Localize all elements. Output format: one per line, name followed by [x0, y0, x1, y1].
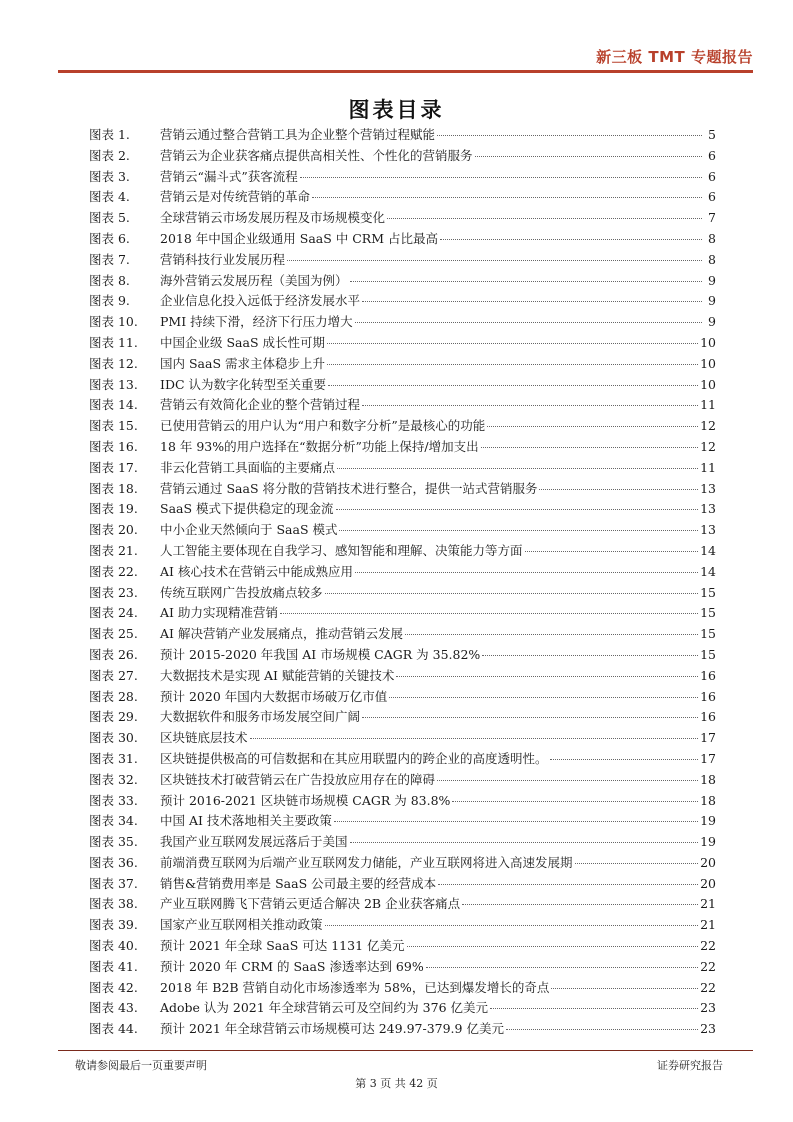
- toc-entry-label: 图表 16.: [89, 438, 138, 454]
- toc-entry-title: AI 解决营销产业发展痛点，推动营销云发展: [160, 626, 403, 642]
- toc-entry[interactable]: [89, 998, 716, 1019]
- toc-entry-page: 19: [700, 813, 716, 829]
- toc-entry-page: 12: [700, 418, 716, 434]
- toc-dot-leader: [551, 988, 698, 989]
- toc-entry-title: 企业信息化投入远低于经济发展水平: [160, 293, 361, 309]
- toc-entry[interactable]: [89, 936, 716, 957]
- toc-entry-label: 图表 39.: [89, 917, 138, 933]
- toc-dot-leader: [287, 260, 702, 261]
- toc-dot-leader: [327, 364, 698, 365]
- toc-entry-label: 图表 19.: [89, 501, 138, 517]
- toc-entry-page: 10: [700, 334, 716, 350]
- toc-dot-leader: [550, 759, 699, 760]
- toc-entry-page: 15: [700, 605, 716, 621]
- toc-entry-title: 区块链底层技术: [160, 730, 248, 746]
- toc-entry-page: 9: [708, 272, 716, 288]
- toc-entry-title: 销售&营销费用率是 SaaS 公司最主要的经营成本: [160, 875, 437, 891]
- toc-entry-title: 营销云通过 SaaS 将分散的营销技术进行整合，提供一站式营销服务: [160, 480, 538, 496]
- toc-entry-page: 14: [700, 563, 716, 579]
- toc-entry-label: 图表 26.: [89, 646, 138, 662]
- toc-entry-page: 20: [700, 854, 716, 870]
- toc-entry-label: 图表 14.: [89, 397, 138, 413]
- toc-entry-title: Adobe 认为 2021 年全球营销云可及空间约为 376 亿美元: [160, 1000, 488, 1016]
- toc-entry-page: 16: [700, 667, 716, 683]
- toc-entry-title: 营销云通过整合营销工具为企业整个营销过程赋能: [160, 127, 436, 142]
- toc-entry-page: 7: [708, 210, 716, 226]
- toc-entry[interactable]: [89, 666, 716, 687]
- toc-entry-page: 16: [700, 688, 716, 704]
- toc-entry-title: PMI 持续下滑，经济下行压力增大: [160, 314, 353, 330]
- toc-dot-leader: [312, 197, 702, 198]
- toc-entry-label: 图表 33.: [89, 792, 138, 808]
- toc-entry-label: 图表 6.: [89, 230, 130, 246]
- toc-entry-label: 图表 43.: [89, 1000, 138, 1016]
- toc-dot-leader: [487, 426, 698, 427]
- toc-entry-title: 产业互联网腾飞下营销云更适合解决 2B 企业获客痛点: [160, 896, 461, 912]
- toc-entry-label: 图表 36.: [89, 854, 138, 870]
- toc-entry-title: IDC 认为数字化转型至关重要: [160, 376, 326, 392]
- toc-entry-title: 营销云有效简化企业的整个营销过程: [160, 397, 361, 413]
- toc-entry-page: 16: [700, 709, 716, 725]
- toc-entry-title: 营销云是对传统营销的革命: [160, 189, 311, 205]
- toc-entry-title: 区块链技术打破营销云在广告投放应用存在的障碍: [160, 771, 436, 787]
- toc-entry-label: 图表 42.: [89, 979, 138, 995]
- toc-entry-page: 6: [708, 168, 716, 184]
- toc-entry-page: 17: [700, 750, 716, 766]
- toc-entry-page: 18: [700, 792, 716, 808]
- toc-entry-label: 图表 30.: [89, 730, 138, 746]
- footer-report-type: 证券研究报告: [657, 1059, 723, 1072]
- toc-entry-page: 10: [700, 376, 716, 392]
- toc-entry-label: 图表 34.: [89, 813, 138, 829]
- toc-entry[interactable]: [89, 749, 716, 770]
- toc-entry-page: 21: [700, 917, 716, 933]
- toc-entry-label: 图表 20.: [89, 522, 138, 538]
- toc-entry-page: 11: [700, 459, 716, 475]
- toc-dot-leader: [300, 177, 702, 178]
- toc-entry-label: 图表 40.: [89, 938, 138, 954]
- toc-entry-page: 17: [700, 730, 716, 746]
- toc-dot-leader: [490, 1008, 698, 1009]
- report-header-title: 新三板 TMT 专题报告: [596, 48, 753, 66]
- toc-entry-label: 图表 1.: [89, 127, 130, 142]
- toc-entry-title: 全球营销云市场发展历程及市场规模变化: [160, 210, 386, 226]
- toc-entry-label: 图表 27.: [89, 667, 138, 683]
- toc-dot-leader: [327, 343, 698, 344]
- toc-entry-title: 国内 SaaS 需求主体稳步上升: [160, 355, 325, 371]
- toc-entry-title: 海外营销云发展历程（美国为例）: [160, 272, 348, 288]
- toc-dot-leader: [575, 863, 699, 864]
- toc-entry[interactable]: [89, 271, 716, 292]
- toc-dot-leader: [325, 593, 699, 594]
- toc-entry-label: 图表 38.: [89, 896, 138, 912]
- toc-entry[interactable]: [89, 208, 716, 229]
- figure-index-list: [89, 125, 716, 1040]
- toc-dot-leader: [355, 572, 698, 573]
- toc-entry-title: 中国 AI 技术落地相关主要政策: [160, 813, 332, 829]
- toc-dot-leader: [437, 780, 698, 781]
- toc-entry[interactable]: [89, 312, 716, 333]
- toc-entry[interactable]: [89, 416, 716, 437]
- toc-dot-leader: [280, 613, 698, 614]
- toc-dot-leader: [334, 821, 698, 822]
- toc-dot-leader: [452, 801, 698, 802]
- toc-entry[interactable]: [89, 811, 716, 832]
- toc-entry[interactable]: [89, 853, 716, 874]
- toc-entry[interactable]: [89, 333, 716, 354]
- toc-entry-page: 8: [708, 251, 716, 267]
- footer-page-number: 第 3 页 共 42 页: [355, 1077, 438, 1090]
- toc-entry-label: 图表 3.: [89, 168, 130, 184]
- toc-dot-leader: [525, 551, 699, 552]
- toc-entry-title: SaaS 模式下提供稳定的现金流: [160, 501, 334, 517]
- toc-dot-leader: [407, 946, 699, 947]
- toc-entry-page: 18: [700, 771, 716, 787]
- toc-entry-label: 图表 15.: [89, 418, 138, 434]
- toc-dot-leader: [336, 509, 699, 510]
- toc-entry-label: 图表 12.: [89, 355, 138, 371]
- footer-disclaimer: 敬请参阅最后一页重要声明: [75, 1059, 207, 1072]
- toc-dot-leader: [325, 925, 699, 926]
- toc-entry-label: 图表 44.: [89, 1021, 138, 1037]
- toc-entry-title: 大数据技术是实现 AI 赋能营销的关键技术: [160, 667, 395, 683]
- toc-entry-page: 15: [700, 646, 716, 662]
- toc-entry[interactable]: [89, 499, 716, 520]
- toc-entry[interactable]: [89, 791, 716, 812]
- toc-entry-label: 图表 29.: [89, 709, 138, 725]
- toc-entry-label: 图表 9.: [89, 293, 130, 309]
- toc-entry-page: 13: [700, 501, 716, 517]
- toc-entry-label: 图表 10.: [89, 314, 138, 330]
- toc-dot-leader: [337, 468, 698, 469]
- toc-dot-leader: [438, 884, 698, 885]
- toc-entry-label: 图表 32.: [89, 771, 138, 787]
- toc-entry[interactable]: [89, 541, 716, 562]
- toc-dot-leader: [362, 717, 698, 718]
- toc-entry[interactable]: [89, 583, 716, 604]
- toc-entry-page: 19: [700, 834, 716, 850]
- toc-entry[interactable]: [89, 894, 716, 915]
- toc-entry-page: 5: [708, 127, 716, 142]
- toc-entry[interactable]: [89, 125, 716, 146]
- toc-entry-label: 图表 28.: [89, 688, 138, 704]
- toc-entry-label: 图表 17.: [89, 459, 138, 475]
- toc-entry-title: 营销云为企业获客痛点提供高相关性、个性化的营销服务: [160, 147, 473, 163]
- toc-entry-label: 图表 7.: [89, 251, 130, 267]
- toc-entry-title: 预计 2015-2020 年我国 AI 市场规模 CAGR 为 35.82%: [160, 646, 481, 662]
- toc-dot-leader: [362, 301, 702, 302]
- toc-entry-page: 9: [708, 293, 716, 309]
- toc-entry-title: 大数据软件和服务市场发展空间广阔: [160, 709, 361, 725]
- toc-entry[interactable]: [89, 687, 716, 708]
- toc-entry-page: 9: [708, 314, 716, 330]
- toc-entry-page: 6: [708, 189, 716, 205]
- toc-dot-leader: [405, 634, 698, 635]
- toc-entry[interactable]: [89, 354, 716, 375]
- toc-entry-title: 已使用营销云的用户认为“用户和数字分析”是最核心的功能: [160, 418, 486, 434]
- toc-entry[interactable]: [89, 395, 716, 416]
- toc-entry-label: 图表 25.: [89, 626, 138, 642]
- toc-entry-title: 传统互联网广告投放痛点较多: [160, 584, 323, 600]
- toc-dot-leader: [362, 405, 698, 406]
- toc-entry-page: 23: [700, 1000, 716, 1016]
- toc-entry-label: 图表 13.: [89, 376, 138, 392]
- toc-entry-title: AI 核心技术在营销云中能成熟应用: [160, 563, 353, 579]
- toc-dot-leader: [355, 322, 702, 323]
- toc-entry[interactable]: [89, 915, 716, 936]
- toc-entry-label: 图表 18.: [89, 480, 138, 496]
- toc-entry-title: 中小企业天然倾向于 SaaS 模式: [160, 522, 338, 538]
- toc-entry-page: 22: [700, 958, 716, 974]
- toc-entry[interactable]: [89, 645, 716, 666]
- toc-entry-title: 营销科技行业发展历程: [160, 251, 286, 267]
- toc-entry-page: 20: [700, 875, 716, 891]
- toc-entry-page: 22: [700, 979, 716, 995]
- toc-entry-page: 14: [700, 542, 716, 558]
- toc-entry-title: 前端消费互联网为后端产业互联网发力储能，产业互联网将进入高速发展期: [160, 854, 573, 870]
- toc-entry[interactable]: [89, 874, 716, 895]
- toc-entry[interactable]: [89, 562, 716, 583]
- toc-entry-title: 18 年 93%的用户选择在“数据分析”功能上保持/增加支出: [160, 438, 479, 454]
- toc-entry-page: 11: [700, 397, 716, 413]
- toc-entry[interactable]: [89, 479, 716, 500]
- toc-entry-page: 21: [700, 896, 716, 912]
- toc-entry-title: AI 助力实现精准营销: [160, 605, 278, 621]
- toc-entry[interactable]: [89, 728, 716, 749]
- toc-entry-title: 人工智能主要体现在自我学习、感知智能和理解、决策能力等方面: [160, 542, 523, 558]
- toc-entry-label: 图表 21.: [89, 542, 138, 558]
- toc-entry-page: 15: [700, 584, 716, 600]
- toc-entry-label: 图表 4.: [89, 189, 130, 205]
- toc-entry-title: 非云化营销工具面临的主要痛点: [160, 459, 336, 475]
- toc-entry-title: 我国产业互联网发展远落后于美国: [160, 834, 348, 850]
- toc-entry-title: 2018 年中国企业级通用 SaaS 中 CRM 占比最高: [160, 230, 438, 246]
- toc-entry-title: 预计 2020 年 CRM 的 SaaS 渗透率达到 69%: [160, 958, 424, 974]
- toc-entry[interactable]: [89, 437, 716, 458]
- toc-entry[interactable]: [89, 375, 716, 396]
- toc-entry-page: 10: [700, 355, 716, 371]
- toc-entry[interactable]: [89, 978, 716, 999]
- toc-entry-label: 图表 5.: [89, 210, 130, 226]
- toc-dot-leader: [506, 1029, 698, 1030]
- toc-entry[interactable]: [89, 832, 716, 853]
- toc-entry[interactable]: [89, 250, 716, 271]
- toc-entry-title: 2018 年 B2B 营销自动化市场渗透率为 58%，已达到爆发增长的奇点: [160, 979, 550, 995]
- toc-entry-title: 预计 2021 年全球营销云市场规模可达 249.97-379.9 亿美元: [160, 1021, 504, 1037]
- toc-entry[interactable]: [89, 770, 716, 791]
- toc-entry[interactable]: [89, 167, 716, 188]
- toc-entry-page: 23: [700, 1021, 716, 1037]
- toc-entry-page: 12: [700, 438, 716, 454]
- toc-dot-leader: [482, 655, 698, 656]
- toc-dot-leader: [389, 697, 698, 698]
- toc-dot-leader: [437, 135, 702, 136]
- toc-entry-label: 图表 24.: [89, 605, 138, 621]
- page-title: 图表目录: [348, 97, 445, 122]
- toc-entry-label: 图表 35.: [89, 834, 138, 850]
- toc-entry[interactable]: [89, 229, 716, 250]
- toc-entry[interactable]: [89, 957, 716, 978]
- toc-entry-label: 图表 23.: [89, 584, 138, 600]
- toc-dot-leader: [426, 967, 698, 968]
- toc-entry-title: 预计 2016-2021 区块链市场规模 CAGR 为 83.8%: [160, 792, 451, 808]
- toc-entry-label: 图表 11.: [89, 334, 138, 350]
- toc-entry[interactable]: [89, 291, 716, 312]
- toc-dot-leader: [462, 904, 698, 905]
- toc-dot-leader: [440, 239, 702, 240]
- toc-dot-leader: [328, 385, 698, 386]
- toc-dot-leader: [396, 676, 698, 677]
- toc-dot-leader: [250, 738, 699, 739]
- toc-entry-title: 预计 2020 年国内大数据市场破万亿市值: [160, 688, 388, 704]
- toc-entry-label: 图表 8.: [89, 272, 130, 288]
- toc-entry-page: 13: [700, 480, 716, 496]
- toc-entry-title: 国家产业互联网相关推动政策: [160, 917, 323, 933]
- toc-dot-leader: [475, 156, 702, 157]
- toc-dot-leader: [350, 842, 699, 843]
- toc-entry[interactable]: [89, 458, 716, 479]
- toc-entry[interactable]: [89, 187, 716, 208]
- toc-entry-label: 图表 31.: [89, 750, 138, 766]
- toc-entry-page: 13: [700, 522, 716, 538]
- toc-entry-label: 图表 41.: [89, 958, 138, 974]
- toc-entry-page: 6: [708, 147, 716, 163]
- toc-entry-page: 22: [700, 938, 716, 954]
- toc-dot-leader: [339, 530, 698, 531]
- toc-entry[interactable]: [89, 146, 716, 167]
- toc-dot-leader: [539, 489, 698, 490]
- toc-entry[interactable]: [89, 707, 716, 728]
- footer-divider: [58, 1050, 753, 1051]
- toc-entry-title: 区块链提供极高的可信数据和在其应用联盟内的跨企业的高度透明性。: [160, 750, 548, 766]
- toc-dot-leader: [481, 447, 698, 448]
- toc-entry[interactable]: [89, 603, 716, 624]
- toc-entry[interactable]: [89, 624, 716, 645]
- toc-dot-leader: [387, 218, 702, 219]
- toc-entry-label: 图表 2.: [89, 147, 130, 163]
- toc-entry-title: 营销云“漏斗式”获客流程: [160, 168, 298, 184]
- toc-entry-label: 图表 22.: [89, 563, 138, 579]
- header-divider: [58, 70, 753, 73]
- toc-entry-title: 预计 2021 年全球 SaaS 可达 1131 亿美元: [160, 938, 405, 954]
- toc-entry-page: 8: [708, 230, 716, 246]
- toc-entry-page: 15: [700, 626, 716, 642]
- toc-entry-label: 图表 37.: [89, 875, 138, 891]
- toc-entry[interactable]: [89, 1019, 716, 1040]
- toc-entry[interactable]: [89, 520, 716, 541]
- toc-dot-leader: [350, 281, 702, 282]
- toc-entry-title: 中国企业级 SaaS 成长性可期: [160, 334, 325, 350]
